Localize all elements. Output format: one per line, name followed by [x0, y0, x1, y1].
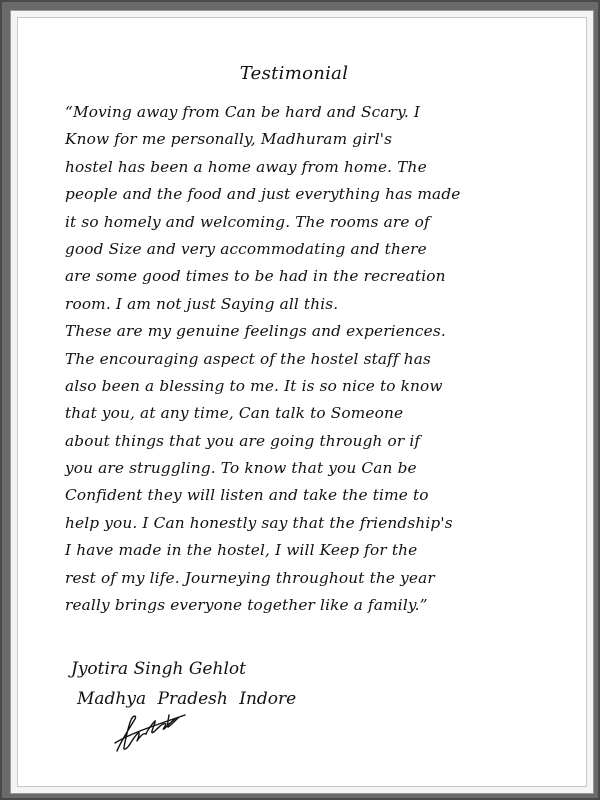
- letter-line: room. I am not just Saying all this.: [65, 294, 339, 313]
- letter-line: that you, at any time, Can talk to Someone: [65, 404, 404, 423]
- letter-line: I have made in the hostel, I will Keep for the: [65, 541, 418, 560]
- signatory-location: Madhya Pradesh Indore: [77, 689, 297, 709]
- letter-line: rest of my life. Journeying throughout the year: [65, 568, 435, 587]
- letter-line: people and the food and just everything has made: [65, 185, 461, 204]
- letter-line: it so homely and welcoming. The rooms are of: [65, 212, 430, 231]
- letter-line: “Moving away from Can be hard and Scary. I: [65, 103, 421, 121]
- handwritten-signature: [111, 711, 191, 757]
- handwritten-letter-page: [10, 10, 594, 794]
- letter-line: good Size and very accommodating and there: [65, 239, 427, 258]
- letter-title: Testimonial: [239, 63, 349, 84]
- signatory-name: Jyotira Singh Gehlot: [71, 659, 246, 679]
- letter-line: about things that you are going through or if: [65, 431, 421, 450]
- letter-line: help you. I Can honestly say that the friendship's: [65, 513, 453, 532]
- letter-line: hostel has been a home away from home. The: [65, 157, 427, 176]
- letter-line: you are struggling. To know that you Can be: [65, 459, 417, 478]
- letter-line: also been a blessing to me. It is so nice to know: [65, 376, 443, 395]
- letter-line: Know for me personally, Madhuram girl's: [65, 130, 393, 149]
- letter-line: really brings everyone together like a family.”: [65, 596, 428, 615]
- letter-line: The encouraging aspect of the hostel staff has: [65, 349, 432, 368]
- letter-body: [65, 99, 575, 619]
- letter-line: are some good times to be had in the recreation: [65, 267, 446, 286]
- letter-line: Confident they will listen and take the time to: [65, 486, 429, 505]
- letter-line: These are my genuine feelings and experiences.: [65, 322, 446, 341]
